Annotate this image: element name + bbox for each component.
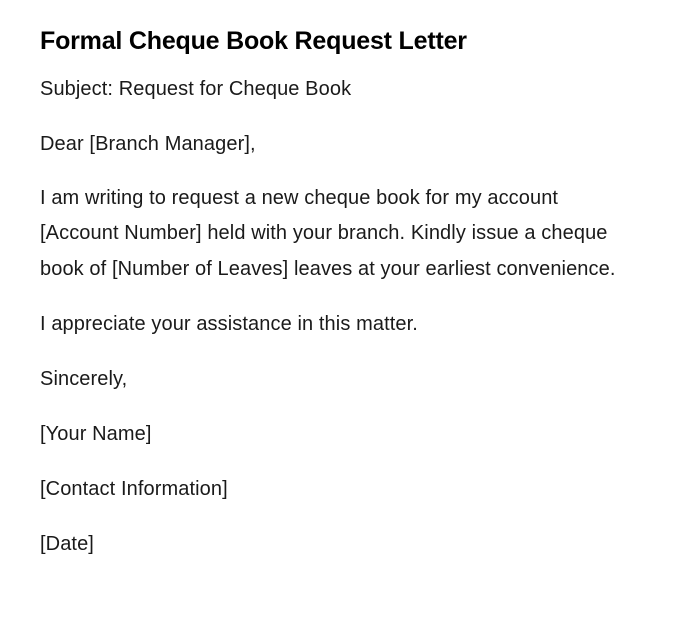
- letter-appreciation: I appreciate your assistance in this matter.: [40, 312, 418, 335]
- letter-closing: Sincerely,: [40, 367, 128, 390]
- letter-document: [40, 25, 620, 581]
- letter-contact-information: [Contact Information]: [40, 477, 228, 500]
- letter-salutation: Dear [Branch Manager],: [40, 133, 256, 155]
- letter-title: Formal Cheque Book Request Letter: [40, 27, 467, 55]
- letter-date: [Date]: [40, 532, 94, 555]
- letter-body-paragraph: I am writing to request a new cheque book for my account [Account Number] held with your branch. Kindly issue a cheque book of [Number of Leaves] leaves at your earliest convenience.: [40, 187, 616, 280]
- letter-subject: Subject: Request for Cheque Book: [40, 78, 352, 100]
- letter-sender-name: [Your Name]: [40, 422, 152, 445]
